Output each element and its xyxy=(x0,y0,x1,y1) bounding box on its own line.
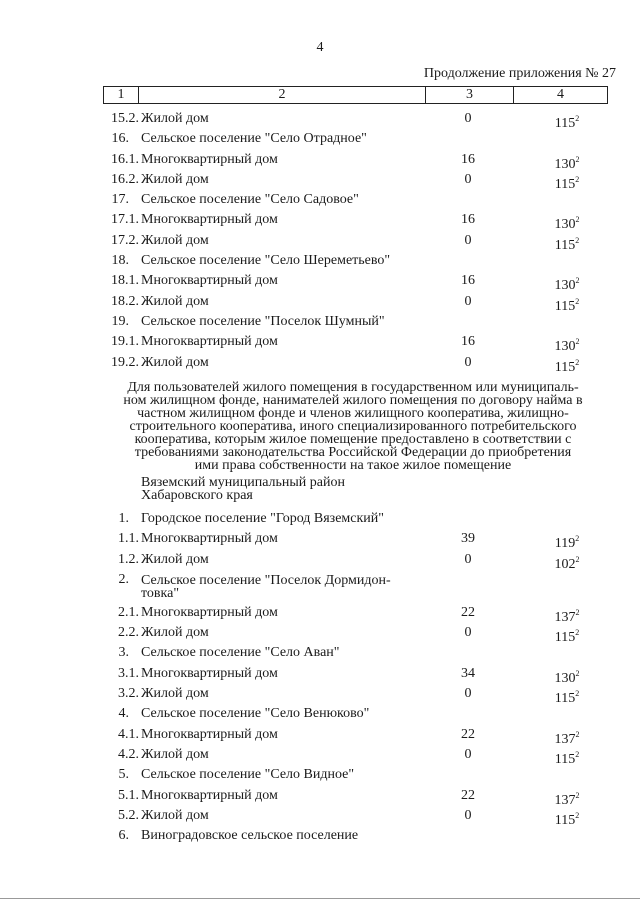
value-base: 119 xyxy=(554,536,576,552)
table-row xyxy=(0,151,640,171)
value-superscript: 2 xyxy=(575,534,580,544)
value-superscript: 2 xyxy=(575,689,580,699)
table-row xyxy=(0,827,640,847)
row-name: Жилой дом xyxy=(141,686,209,702)
row-value-col3: 0 xyxy=(464,293,472,309)
row-value-col3: 0 xyxy=(464,232,472,248)
row-number: 15.2. xyxy=(111,111,139,126)
value-base: 130 xyxy=(554,339,576,355)
table-row xyxy=(0,191,640,211)
value-superscript: 2 xyxy=(575,215,580,225)
row-number: 6. xyxy=(118,828,129,844)
row-name: Многоквартирный дом xyxy=(141,531,278,547)
row-name: Сельское поселение "Село Видное" xyxy=(141,767,355,783)
table-header xyxy=(103,86,608,104)
table-body-top xyxy=(0,110,640,374)
row-name: Жилой дом xyxy=(141,746,209,762)
row-value-col3: 16 xyxy=(461,212,475,228)
value-superscript: 2 xyxy=(575,749,580,759)
value-base: 137 xyxy=(554,609,576,625)
value-base: 115 xyxy=(554,237,576,253)
row-name: Сельское поселение "Село Венюково" xyxy=(141,706,370,722)
value-superscript: 2 xyxy=(575,810,580,820)
row-value-col3: 0 xyxy=(464,686,472,702)
table-row xyxy=(0,510,640,530)
row-name: Жилой дом xyxy=(141,111,209,126)
value-base: 115 xyxy=(554,116,576,131)
value-superscript: 2 xyxy=(575,114,580,123)
row-number: 19.1. xyxy=(111,334,139,350)
row-number: 16.2. xyxy=(111,171,139,187)
row-name-line: Сельское поселение "Поселок Дормидон- xyxy=(141,572,391,588)
table-row xyxy=(0,787,640,807)
row-name: Жилой дом xyxy=(141,625,209,641)
row-name: Жилой дом xyxy=(141,232,209,248)
table-row xyxy=(0,110,640,130)
value-superscript: 2 xyxy=(575,729,580,739)
row-name: Виноградовское сельское поселение xyxy=(141,828,359,844)
row-number: 17.2. xyxy=(111,232,139,248)
row-number: 18.1. xyxy=(111,273,139,289)
row-number: 3.1. xyxy=(118,665,139,681)
row-number: 18. xyxy=(111,253,129,269)
table-body-bottom xyxy=(0,510,640,847)
value-base: 115 xyxy=(554,691,576,707)
row-value-col3: 0 xyxy=(464,111,472,126)
row-number: 2.2. xyxy=(118,625,139,641)
table-row xyxy=(0,705,640,725)
value-base: 115 xyxy=(554,630,576,646)
paragraph-line: требованиями законодательства Российской Федерации до приобретения xyxy=(134,445,572,460)
paragraph-line: ном жилищном фонде, нанимателей жилого помещения по договору найма в xyxy=(123,393,583,408)
row-value-col3: 16 xyxy=(461,334,475,350)
value-base: 130 xyxy=(554,670,576,686)
value-base: 115 xyxy=(554,812,576,828)
row-name: Многоквартирный дом xyxy=(141,334,278,350)
district-line: Хабаровского края xyxy=(141,488,253,503)
value-superscript: 2 xyxy=(575,668,580,678)
table-row xyxy=(0,604,640,624)
row-name: Многоквартирный дом xyxy=(141,726,278,742)
row-name: Сельское поселение "Село Отрадное" xyxy=(141,131,367,147)
row-name: Сельское поселение "Поселок Шумный" xyxy=(141,313,385,329)
table-row xyxy=(0,313,640,333)
header-col-1: 1 xyxy=(104,87,139,103)
value-base: 115 xyxy=(554,176,576,192)
page-number: 4 xyxy=(316,40,324,55)
value-superscript: 2 xyxy=(575,554,580,564)
row-value-col3: 34 xyxy=(461,665,475,681)
row-value-col3: 0 xyxy=(464,171,472,187)
table-row xyxy=(0,354,640,374)
table-row xyxy=(0,171,640,191)
row-name: Многоквартирный дом xyxy=(141,665,278,681)
value-base: 102 xyxy=(554,556,576,572)
row-name: Многоквартирный дом xyxy=(141,212,278,228)
row-value-col3: 16 xyxy=(461,151,475,167)
district-line: Вяземский муниципальный район xyxy=(141,475,345,490)
row-number: 17. xyxy=(111,192,129,208)
row-name: Жилой дом xyxy=(141,171,209,187)
table-row xyxy=(0,232,640,252)
row-name: Жилой дом xyxy=(141,551,209,567)
paragraph-line: кооператива, которым жилое помещение предоставлено в соответствии с xyxy=(134,432,572,447)
paragraph-line: Для пользователей жилого помещения в государственном или муниципаль- xyxy=(127,380,579,395)
row-number: 4.1. xyxy=(118,726,139,742)
row-number: 3. xyxy=(118,645,129,661)
table-row xyxy=(0,685,640,705)
row-value-col4 xyxy=(547,354,587,377)
value-base: 130 xyxy=(554,156,576,172)
row-name: Многоквартирный дом xyxy=(141,273,278,289)
row-name: Сельское поселение "Село Аван" xyxy=(141,645,340,661)
value-base: 115 xyxy=(554,751,576,767)
header-col-3: 3 xyxy=(426,87,514,103)
row-name: Сельское поселение "Село Садовое" xyxy=(141,192,359,208)
row-number: 2.1. xyxy=(118,604,139,620)
value-superscript: 2 xyxy=(575,154,580,164)
table-row xyxy=(0,746,640,766)
value-superscript: 2 xyxy=(575,357,580,367)
row-value-col3: 22 xyxy=(461,787,475,803)
row-number: 4.2. xyxy=(118,746,139,762)
table-row xyxy=(0,530,640,550)
row-value-col3: 0 xyxy=(464,354,472,370)
paragraph-line: строительного кооператива, иного специализированного потребительского xyxy=(129,419,577,434)
row-name: Многоквартирный дом xyxy=(141,787,278,803)
continuation-label: Продолжение приложения № 27 xyxy=(423,66,616,81)
row-name: Сельское поселение "Село Шереметьево" xyxy=(141,253,391,269)
row-number: 18.2. xyxy=(111,293,139,309)
table-row xyxy=(0,551,640,571)
value-superscript: 2 xyxy=(575,607,580,617)
row-name: Жилой дом xyxy=(141,807,209,823)
value-superscript: 2 xyxy=(575,276,580,286)
row-value-col3: 0 xyxy=(464,551,472,567)
row-value-col3: 22 xyxy=(461,726,475,742)
table-row xyxy=(0,272,640,292)
value-superscript: 2 xyxy=(575,296,580,306)
table-row xyxy=(0,571,640,604)
row-number: 4. xyxy=(118,706,129,722)
value-base: 130 xyxy=(554,278,576,294)
value-base: 115 xyxy=(554,298,576,314)
table-row xyxy=(0,293,640,313)
row-name-line: товка" xyxy=(141,585,180,601)
row-number: 1. xyxy=(118,511,129,526)
row-number: 2. xyxy=(118,571,129,587)
row-number: 16.1. xyxy=(111,151,139,167)
table-row xyxy=(0,665,640,685)
row-value-col3: 0 xyxy=(464,807,472,823)
header-col-2: 2 xyxy=(139,87,426,103)
row-number: 1.1. xyxy=(118,531,139,547)
row-name: Городское поселение "Город Вяземский" xyxy=(141,511,385,526)
value-superscript: 2 xyxy=(575,628,580,638)
value-base: 115 xyxy=(554,359,576,375)
row-name: Многоквартирный дом xyxy=(141,151,278,167)
value-superscript: 2 xyxy=(575,337,580,347)
table-row xyxy=(0,252,640,272)
value-base: 137 xyxy=(554,792,576,808)
row-value-col3: 0 xyxy=(464,625,472,641)
table-row xyxy=(0,130,640,150)
header-col-4: 4 xyxy=(557,87,564,102)
table-row xyxy=(0,211,640,231)
value-superscript: 2 xyxy=(575,174,580,184)
section-paragraph xyxy=(100,381,606,472)
table-row xyxy=(0,807,640,827)
row-value-col3: 16 xyxy=(461,273,475,289)
row-number: 19. xyxy=(111,313,129,329)
table-row xyxy=(0,726,640,746)
value-base: 137 xyxy=(554,731,576,747)
row-number: 16. xyxy=(111,131,129,147)
paragraph-line: частном жилищном фонде и членов жилищного кооператива, жилищно- xyxy=(137,406,569,421)
row-number: 19.2. xyxy=(111,354,139,370)
row-name: Жилой дом xyxy=(141,354,209,370)
row-number: 5. xyxy=(118,767,129,783)
row-number: 5.2. xyxy=(118,807,139,823)
table-row xyxy=(0,766,640,786)
table-row xyxy=(0,333,640,353)
page-bottom-edge xyxy=(0,898,640,899)
row-number: 5.1. xyxy=(118,787,139,803)
value-superscript: 2 xyxy=(575,235,580,245)
row-name: Жилой дом xyxy=(141,293,209,309)
row-value-col3: 22 xyxy=(461,604,475,620)
row-value-col3: 0 xyxy=(464,746,472,762)
district-heading xyxy=(141,476,345,502)
table-row xyxy=(0,624,640,644)
row-number: 17.1. xyxy=(111,212,139,228)
row-number: 3.2. xyxy=(118,686,139,702)
value-base: 130 xyxy=(554,217,576,233)
row-value-col3: 39 xyxy=(461,531,475,547)
table-row xyxy=(0,644,640,664)
value-superscript: 2 xyxy=(575,790,580,800)
row-number: 1.2. xyxy=(118,551,139,567)
row-name: Многоквартирный дом xyxy=(141,604,278,620)
paragraph-line: ими права собственности на такое жилое помещение xyxy=(194,458,512,473)
row-name xyxy=(141,574,391,600)
